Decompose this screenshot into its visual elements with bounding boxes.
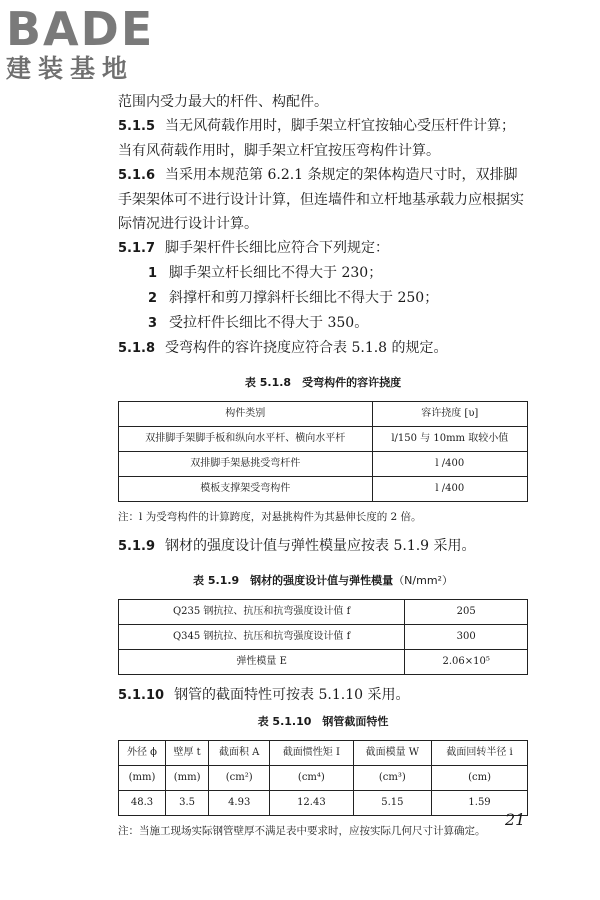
- clause-number: 5.1.5: [118, 119, 156, 134]
- table-cell: 205: [405, 600, 528, 625]
- clause-number: 5.1.10: [118, 688, 165, 703]
- clause-5-1-10: [118, 683, 528, 708]
- table-cell: l /400: [372, 452, 527, 477]
- table-unit-row: [119, 766, 528, 791]
- table-unit: （N/mm²）: [393, 574, 453, 587]
- table-cell: (cm²): [209, 766, 270, 791]
- logo-subtext: 建装基地: [6, 54, 135, 83]
- table-row: [119, 600, 528, 625]
- table-cell: 12.43: [270, 791, 353, 816]
- table-header: 构件类别: [119, 402, 373, 427]
- table-title-text: 表 5.1.9 钢材的强度设计值与弹性模量: [193, 574, 394, 587]
- item-text: 斜撑杆和剪刀撑斜杆长细比不得大于 250；: [169, 290, 439, 306]
- table-cell: 弹性模量 E: [119, 650, 405, 675]
- clause-5-1-5: [118, 114, 528, 163]
- steel-strength-table: [118, 599, 528, 675]
- intro-line: 范围内受力最大的杆件、构配件。: [118, 94, 328, 110]
- clause-number: 5.1.8: [118, 341, 156, 356]
- clause-5-1-7: [118, 236, 528, 261]
- table-cell: 双排脚手架脚手板和纵向水平杆、横向水平杆: [119, 427, 373, 452]
- table-title: [118, 569, 528, 593]
- table-cell: 3.5: [165, 791, 208, 816]
- clause-number: 5.1.7: [118, 241, 156, 256]
- table-row: [119, 452, 528, 477]
- table-row: [119, 650, 528, 675]
- table-header: 截面积 A: [209, 741, 270, 766]
- item-number: 2: [148, 291, 158, 306]
- table-cell: 2.06×10⁵: [405, 650, 528, 675]
- table-header: 容许挠度 [υ]: [372, 402, 527, 427]
- table-header: 截面惯性矩 I: [270, 741, 353, 766]
- clause-text: 当无风荷载作用时，脚手架立杆宜按轴心受压杆件计算；当有风荷载作用时，脚手架立杆宜按压弯构件计算。: [118, 118, 516, 159]
- table-cell: (mm): [165, 766, 208, 791]
- logo-text: BADE: [6, 2, 155, 56]
- clause-text: 受弯构件的容许挠度应符合表 5.1.8 的规定。: [165, 340, 448, 356]
- table-row: [119, 477, 528, 502]
- clause-text: 钢管的截面特性可按表 5.1.10 采用。: [174, 687, 410, 703]
- table-cell: 300: [405, 625, 528, 650]
- page-content: [118, 90, 528, 840]
- table-cell: (cm³): [353, 766, 432, 791]
- watermark-logo: [6, 4, 176, 84]
- table-header: 壁厚 t: [165, 741, 208, 766]
- deflection-table: [118, 401, 528, 502]
- table-row: [119, 427, 528, 452]
- table-note: 注：当施工现场实际钢管壁厚不满足表中要求时，应按实际几何尺寸计算确定。: [118, 825, 486, 837]
- table-cell: 5.15: [353, 791, 432, 816]
- table-cell: 双排脚手架悬挑受弯杆件: [119, 452, 373, 477]
- table-cell: Q345 钢抗拉、抗压和抗弯强度设计值 f: [119, 625, 405, 650]
- table-cell: (mm): [119, 766, 166, 791]
- table-cell: (cm⁴): [270, 766, 353, 791]
- table-note: 注：l 为受弯构件的计算跨度，对悬挑构件为其悬伸长度的 2 倍。: [118, 511, 422, 523]
- clause-number: 5.1.6: [118, 168, 156, 183]
- table-row: [119, 791, 528, 816]
- table-cell: 模板支撑架受弯构件: [119, 477, 373, 502]
- list-item: [118, 311, 528, 336]
- page-number: 21: [505, 810, 526, 829]
- table-cell: l /400: [372, 477, 527, 502]
- list-item: [118, 261, 528, 286]
- item-text: 受拉杆件长细比不得大于 350。: [169, 315, 369, 331]
- clause-text: 钢材的强度设计值与弹性模量应按表 5.1.9 采用。: [165, 538, 476, 554]
- table-title: 表 5.1.8 受弯构件的容许挠度: [244, 376, 402, 389]
- table-cell: 48.3: [119, 791, 166, 816]
- table-cell: 4.93: [209, 791, 270, 816]
- table-cell: Q235 钢抗拉、抗压和抗弯强度设计值 f: [119, 600, 405, 625]
- table-cell: 1.59: [432, 791, 528, 816]
- table-header: 截面模量 W: [353, 741, 432, 766]
- item-number: 1: [148, 266, 158, 281]
- clause-5-1-8: [118, 336, 528, 361]
- clause-text: 当采用本规范第 6.2.1 条规定的架体构造尺寸时，双排脚手架架体可不进行设计计算，但连墙件和立杆地基承载力应根据实际情况进行设计计算。: [118, 167, 524, 232]
- clause-5-1-6: [118, 163, 528, 236]
- table-cell: l/150 与 10mm 取较小值: [372, 427, 527, 452]
- item-text: 脚手架立杆长细比不得大于 230；: [169, 265, 383, 281]
- table-title: 表 5.1.10 钢管截面特性: [257, 715, 389, 728]
- clause-text: 脚手架杆件长细比应符合下列规定：: [165, 240, 390, 256]
- item-number: 3: [148, 316, 158, 331]
- clause-5-1-9: [118, 534, 528, 559]
- table-row: [119, 625, 528, 650]
- clause-number: 5.1.9: [118, 539, 156, 554]
- table-cell: (cm): [432, 766, 528, 791]
- list-item: [118, 286, 528, 311]
- table-header: 截面回转半径 i: [432, 741, 528, 766]
- table-header-row: [119, 402, 528, 427]
- table-header: 外径 ϕ: [119, 741, 166, 766]
- table-header-row: [119, 741, 528, 766]
- steel-pipe-section-table: [118, 740, 528, 816]
